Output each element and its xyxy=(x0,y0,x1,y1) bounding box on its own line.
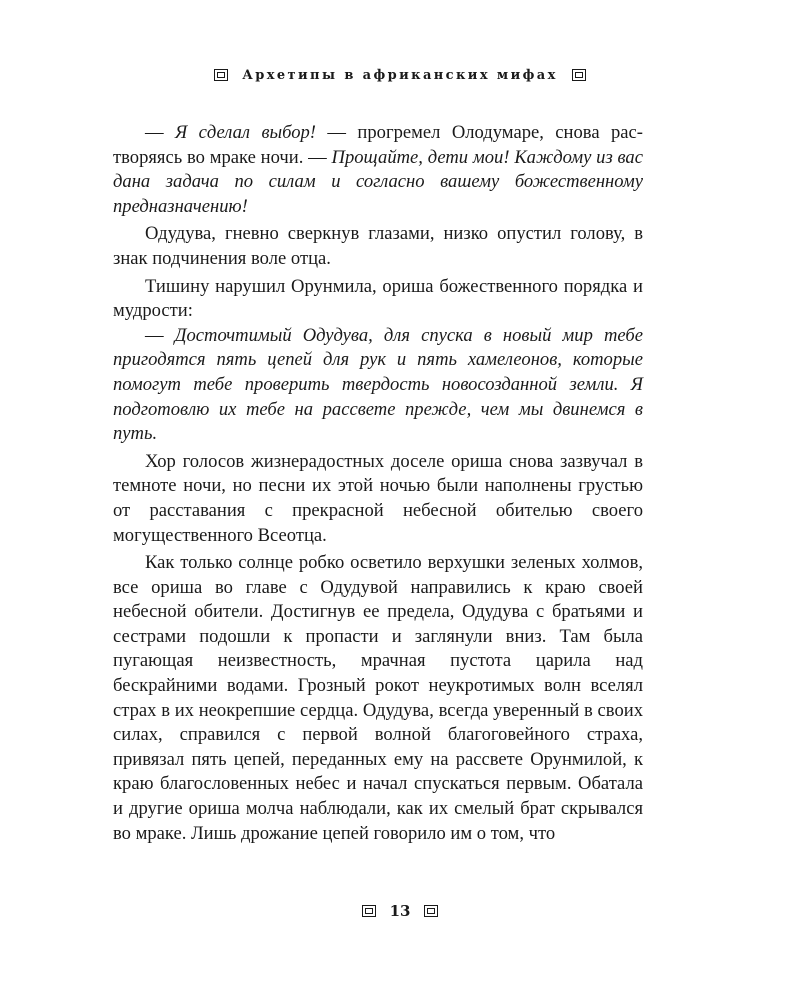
text-run-italic: Я сделал выбор! xyxy=(175,122,316,143)
text-run: Тишину нарушил Орунмила, ориша божественного порядка и мудрости: xyxy=(113,275,643,322)
text-run: — xyxy=(145,122,175,143)
paragraph xyxy=(113,275,643,324)
text-run: Как только солнце робко осветило верхушки зеленых холмов, все ориша во главе с Одудувой направились к краю своей небесной обители. Достигнув ее предела, Одудува с братьями и сестрами подошли к пропасти и заглянули вниз. Там была пугающая неизвестность, мрачная пустота царила над бескрайними водами. Грозный рокот неукротимых волн вселял страх в их неокрепшие сердца. Одудува, всегда уверенный в своих силах, справился с первой волной благоговейного страха, привязал пять цепей, переданных ему на рассвете Орунмилой, к краю благословенных небес и начал спускаться первым. Обатала и другие ориша молча наблюдали, как их смелый брат скрывался во мраке. Лишь дрожание цепей говорило им о том, что xyxy=(113,552,643,844)
square-ornament-icon xyxy=(424,905,438,917)
text-run: Хор голосов жизнерадостных доселе ориша снова зазвучал в темноте ночи, но песни их этой ночью были наполнены грустью от расставания с прекрасной небесной обителью своего могущественного Всеотца. xyxy=(113,450,643,546)
running-title: Архетипы в африканских мифах xyxy=(242,67,558,83)
paragraph xyxy=(113,450,643,548)
paragraph xyxy=(113,121,643,219)
text-run: — прогремел Олодумаре, снова растворяясь во мраке ночи. — xyxy=(113,122,643,168)
paragraph xyxy=(113,222,643,271)
text-run: Одудува, гневно сверкнув глазами, низко опустил голову, в знак подчинения воле отца. xyxy=(113,223,643,269)
square-ornament-icon xyxy=(572,69,586,81)
running-header xyxy=(0,64,800,86)
body-text xyxy=(113,121,643,849)
square-ornament-icon xyxy=(362,905,376,917)
paragraph xyxy=(113,324,643,447)
square-ornament-icon xyxy=(214,69,228,81)
paragraph xyxy=(113,551,643,846)
text-run-italic: Прощайте, дети мои! Каждому из вас дана задача по силам и согласно вашему божественному предназначению! xyxy=(113,146,643,217)
page-footer xyxy=(0,900,800,922)
text-run: — xyxy=(145,324,175,346)
page-number: 13 xyxy=(389,902,411,920)
text-run-italic: Досточтимый Одудува, для спуска в новый мир тебе пригодятся пять цепей для рук и пять хамелеонов, которые помогут тебе проверить твердость новосозданной земли. Я подготовлю их тебе на рассвете прежде, чем мы двинемся в путь. xyxy=(113,324,643,445)
